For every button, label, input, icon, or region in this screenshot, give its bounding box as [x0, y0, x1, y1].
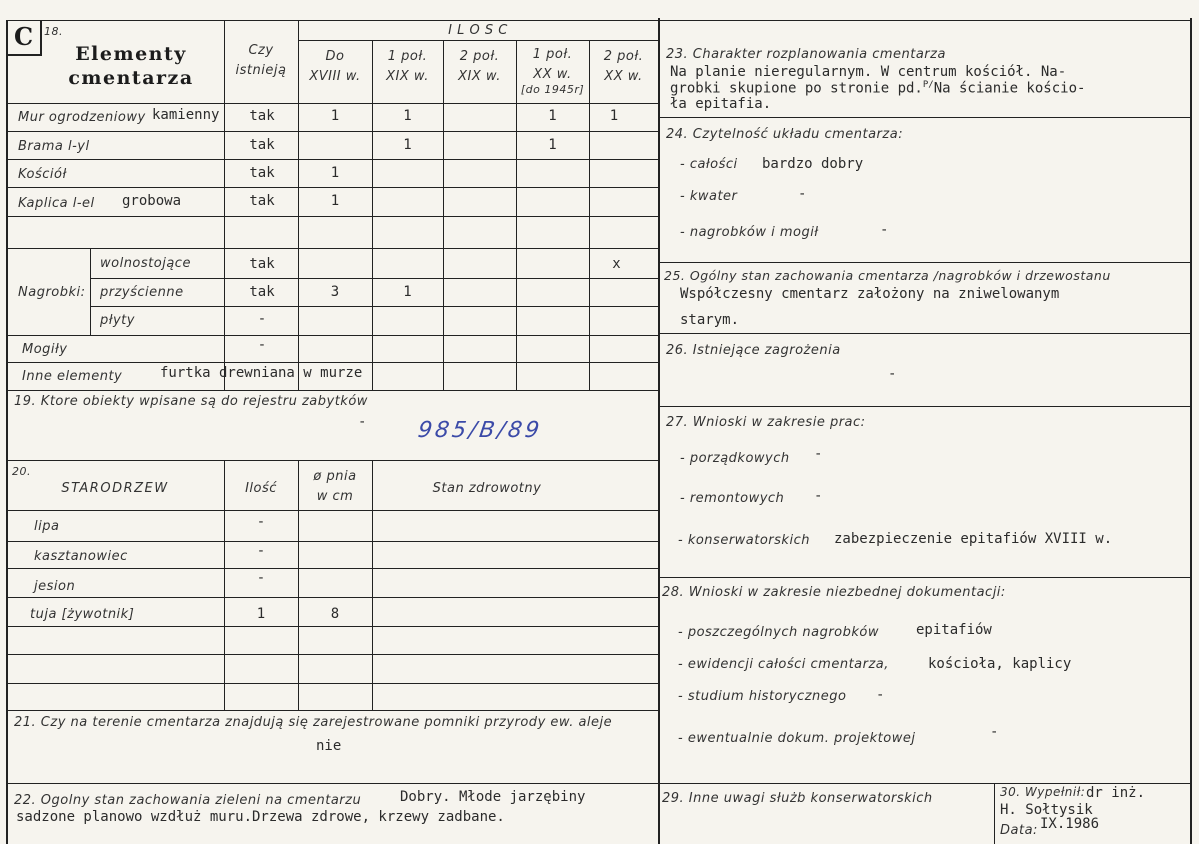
q25-label: 25. Ogólny stan zachowania cmentarza /nagrobków i drzewostanu	[664, 268, 1111, 283]
row-kaplica-exists: tak	[249, 193, 275, 209]
tree-name: kasztanowiec	[34, 549, 128, 564]
col-p1-20-3: [do 1945r]	[520, 83, 585, 96]
tree-diam: 8	[330, 606, 340, 622]
tree-name: tuja [żywotnik]	[30, 607, 135, 622]
row-brama-label: Brama l-yl	[18, 139, 90, 154]
q24-graves-label: - nagrobków i mogił	[680, 225, 819, 240]
row-brama-exists: tak	[249, 137, 275, 153]
q28-l4-value: -	[990, 724, 999, 740]
row-mur-exists: tak	[249, 108, 275, 124]
section-number: 18.	[44, 25, 63, 38]
row-przy-p1-19: 1	[403, 284, 412, 300]
col-do18-2: XVIII w.	[309, 69, 361, 84]
q19-label: 19. Ktore obiekty wpisane są do rejestru zabytków	[14, 394, 368, 409]
row-inne-label: Inne elementy	[22, 369, 123, 384]
col-do18-1: Do	[325, 49, 345, 64]
elements-title-1: Elementy	[75, 43, 187, 65]
q30-name-1: dr inż.	[1086, 785, 1146, 801]
q28-l2-label: - ewidencji całości cmentarza,	[678, 657, 889, 672]
nagrobki-label: Nagrobki:	[18, 285, 86, 300]
row-mur-p1-19: 1	[403, 108, 412, 124]
q24-whole-value: bardzo dobry	[762, 156, 864, 172]
q30-date: IX.1986	[1040, 816, 1100, 832]
row-mur-typed: kamienny	[152, 107, 220, 123]
q23-line-1: Na planie nieregularnym. W centrum kościół. Na-	[670, 64, 1067, 80]
q27-porz-label: - porządkowych	[680, 451, 790, 466]
row-mur-p1-20: 1	[548, 108, 557, 124]
row-przy-label: przyścienne	[100, 285, 184, 300]
q21-label: 21. Czy na terenie cmentarza znajdują się zarejestrowane pomniki przyrody ew. aleje	[14, 715, 613, 730]
q30-label: 30. Wypełnił:	[1000, 785, 1086, 799]
row-mogily-label: Mogiły	[22, 342, 68, 357]
q27-rem-value: -	[814, 488, 823, 504]
row-wolno-label: wolnostojące	[100, 256, 191, 271]
q23-label: 23. Charakter rozplanowania cmentarza	[666, 47, 946, 62]
col-p2-19-1: 2 poł.	[459, 49, 500, 64]
row-plyty-exists: -	[257, 311, 267, 327]
col-p1-19-1: 1 poł.	[387, 49, 428, 64]
col-p1-20-1: 1 poł.	[532, 47, 573, 62]
q20-health-header: Stan zdrowotny	[432, 481, 542, 496]
q28-label: 28. Wnioski w zakresie niezbednej dokumentacji:	[662, 585, 1006, 600]
q20-number: 20.	[12, 465, 31, 478]
q26-value: -	[888, 366, 897, 382]
row-mur-do18: 1	[330, 108, 340, 124]
tree-count: 1	[256, 606, 266, 622]
q24-quarters-value: -	[798, 186, 807, 202]
q23-line-3: ła epitafia.	[670, 96, 772, 112]
q27-rem-label: - remontowych	[680, 491, 785, 506]
q28-l3-value: -	[876, 687, 885, 703]
q27-label: 27. Wnioski w zakresie prac:	[666, 415, 866, 430]
row-kaplica-typed: grobowa	[122, 193, 182, 209]
row-kaplica-label: Kaplica l-el	[18, 196, 95, 211]
q28-l4-label: - ewentualnie dokum. projektowej	[678, 731, 916, 746]
row-kaplica-do18: 1	[330, 193, 340, 209]
q24-quarters-label: - kwater	[680, 189, 738, 204]
col-p2-19-2: XIX w.	[458, 69, 501, 84]
tree-count: -	[256, 570, 266, 586]
q30-name-2: H. Sołtysik	[1000, 802, 1093, 818]
row-kosciol-label: Kościół	[18, 167, 67, 182]
q22-label: 22. Ogolny stan zachowania zieleni na cmentarzu	[14, 793, 362, 808]
row-kosciol-do18: 1	[330, 165, 340, 181]
q28-l1-label: - poszczególnych nagrobków	[678, 625, 879, 640]
col-p1-20-2: XX w.	[533, 67, 572, 82]
section-letter: C	[14, 22, 35, 51]
q19-handwritten-number: 985/B/89	[416, 418, 544, 443]
q21-answer: nie	[316, 738, 342, 754]
exists-header-1: Czy	[248, 43, 274, 58]
q22-answer-2: sadzone planowo wzdłuż muru.Drzewa zdrowe, krzewy zadbane.	[16, 809, 505, 825]
row-wolno-exists: tak	[249, 256, 275, 272]
q20-diam-header-1: ø pnia	[313, 469, 357, 484]
q29-label: 29. Inne uwagi służb konserwatorskich	[662, 791, 933, 806]
q20-title: STARODRZEW	[61, 481, 169, 496]
row-brama-p1-20: 1	[548, 137, 557, 153]
q25-line-1: Współczesny cmentarz założony na zniwelowanym	[680, 286, 1060, 302]
col-p1-19-2: XIX w.	[386, 69, 429, 84]
q28-l2-value: kościoła, kaplicy	[928, 656, 1072, 672]
q20-count-header: Ilość	[245, 481, 277, 496]
row-mogily-exists: -	[257, 337, 267, 353]
row-przy-exists: tak	[249, 284, 275, 300]
q24-graves-value: -	[880, 222, 889, 238]
q23-line-2: grobki skupione po stronie pd.$^{P/}$Na ścianie kościo-	[670, 80, 1086, 97]
q28-l3-label: - studium historycznego	[678, 689, 847, 704]
q28-l1-value: epitafiów	[916, 622, 992, 638]
q27-porz-value: -	[814, 446, 823, 462]
q27-kons-label: - konserwatorskich	[678, 533, 810, 548]
q19-dash: -	[358, 414, 367, 430]
row-brama-p1-19: 1	[403, 137, 412, 153]
tree-count: -	[256, 514, 266, 530]
row-mur-p2-20: 1	[609, 108, 619, 124]
col-p2-20-2: XX w.	[604, 69, 643, 84]
q24-whole-label: - całości	[680, 157, 738, 172]
q26-label: 26. Istniejące zagrożenia	[666, 343, 841, 358]
tree-name: jesion	[34, 579, 76, 594]
row-inne-typed: furtka drewniana w murze	[160, 365, 363, 381]
q30-date-label: Data:	[1000, 823, 1038, 838]
q27-kons-value: zabezpieczenie epitafiów XVIII w.	[834, 531, 1113, 547]
q20-diam-header-2: w cm	[316, 489, 354, 504]
col-p2-20-1: 2 poł.	[603, 49, 644, 64]
row-wolno-p2-20: x	[612, 256, 621, 272]
exists-header-2: istnieją	[235, 63, 287, 78]
row-przy-do18: 3	[330, 284, 340, 300]
ilosc-header: I L O S C	[448, 23, 508, 38]
q24-label: 24. Czytelność układu cmentarza:	[666, 127, 904, 142]
q22-answer-1: Dobry. Młode jarzębiny	[400, 789, 586, 805]
row-mur-label: Mur ogrodzeniowy	[18, 110, 146, 125]
tree-count: -	[256, 543, 266, 559]
tree-name: lipa	[34, 519, 60, 534]
row-kosciol-exists: tak	[249, 165, 275, 181]
row-plyty-label: płyty	[100, 313, 135, 328]
q25-line-2: starym.	[680, 312, 740, 328]
elements-title-2: cmentarza	[68, 67, 194, 89]
